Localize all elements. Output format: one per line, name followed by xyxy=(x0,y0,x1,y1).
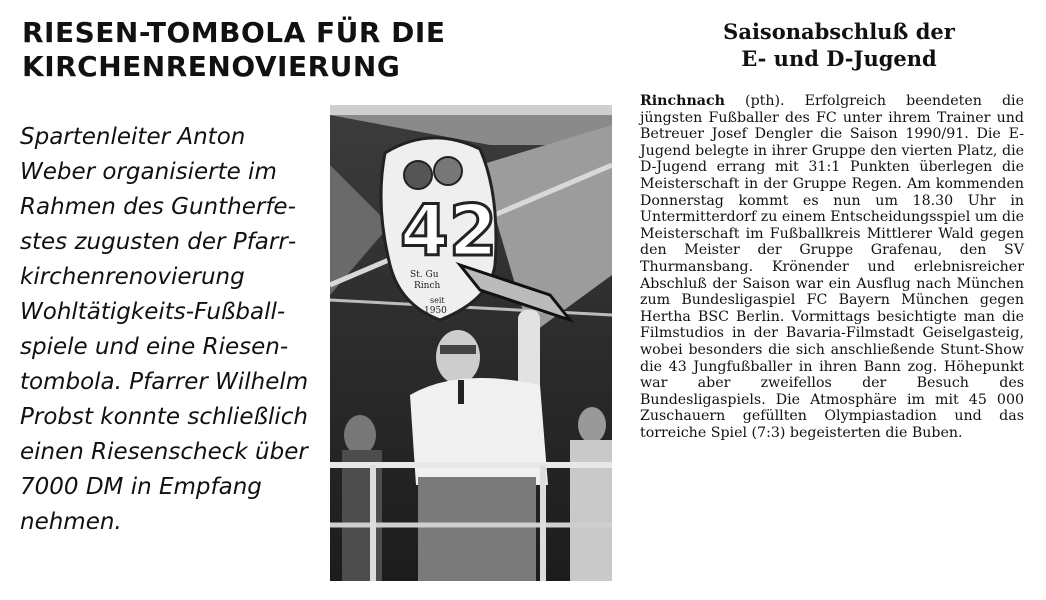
main-headline xyxy=(22,16,462,84)
intro-paragraph: Spartenleiter Anton Weber organisierte im Rahmen des Guntherfestes zugusten der Pfarrkirchenrenovierung Wohltätigkeits-Fußballspiele und eine Riesentombola. Pfarrer Wilhelm Probst konnte schließlich einen Riesenscheck über 7000 DM in Empfang nehmen. xyxy=(20,124,309,535)
headline-line-2: KIRCHENRENOVIERUNG xyxy=(22,50,401,83)
article-headline-line-1: Saisonabschluß der xyxy=(723,19,955,44)
article-text: (pth). Erfolgreich beendeten die jüngsten Fußballer des FC unter ihrem Trainer und Betreuer Josef Dengler die Saison 1990/91. Die E-Jugend belegte in ihrer Gruppe den vierten Platz, die D-Jugend errang mit 31:1 Punkten überlegen die Meisterschaft in der Gruppe Regen. Am kommenden Donnerstag kommt es nun um 18.30 Uhr in Untermitterdorf zu einem Entscheidungsspiel um die Meisterschaft im Fußballkreis Mittlerer Wald gegen den Meister der Gruppe Grafenau, den SV Thurmansbang. Krönender und erlebnisreicher Abschluß der Saison war ein Ausflug nach München zum Bundesligaspiel FC Bayern München gegen Hertha BSC Berlin. Vormittags besichtigte man die Filmstudios in der Bavaria-Filmstadt Geiselgasteig, wobei besonders die sich anschließende Stunt-Show die 43 Jungfußballer in ihren Bann zog. Höhepunkt war aber zweifellos der Besuch des Bundesligaspiels. Die Atmosphäre im mit 45 000 Zuschauern gefüllten Olympiastadion und das torreiche Spiel (7:3) begeisterten die Buben. xyxy=(640,93,1024,441)
event-photo xyxy=(330,105,612,581)
sign-text-2: Rinch xyxy=(414,281,441,291)
article-headline xyxy=(640,18,1038,72)
sign-text-3: seit xyxy=(430,296,445,305)
article-dateline-place: Rinchnach xyxy=(640,93,725,109)
article-body xyxy=(640,93,1024,441)
sign-text-1: St. Gu xyxy=(410,270,439,280)
photo-illustration xyxy=(330,105,612,581)
article-headline-line-2: E- und D-Jugend xyxy=(741,46,937,71)
sign-year: 1950 xyxy=(424,306,447,316)
headline-line-1: RIESEN-TOMBOLA FÜR DIE xyxy=(22,16,446,49)
sign-number: 42 xyxy=(400,190,498,272)
